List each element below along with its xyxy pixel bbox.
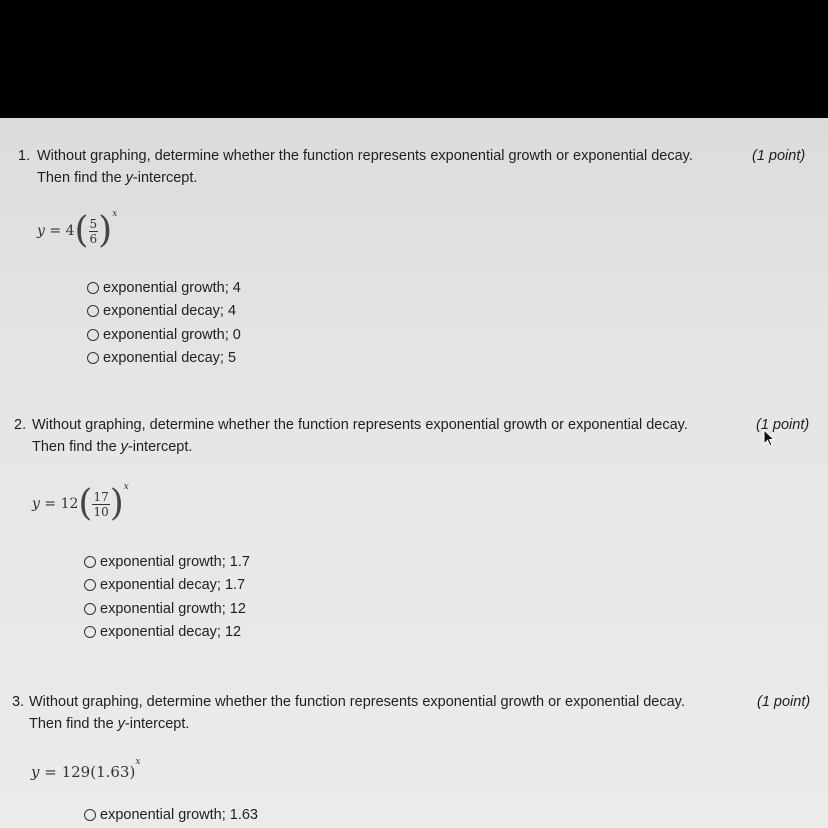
radio-button[interactable] [87, 352, 99, 364]
question-1-line2: Then find the y-intercept. [37, 170, 198, 186]
quiz-screen [0, 118, 828, 828]
question-2-option-1[interactable]: exponential growth; 1.7 [84, 550, 250, 574]
radio-button[interactable] [84, 603, 96, 615]
question-2-text: Without graphing, determine whether the function represents exponential growth or exponential decay. [32, 417, 688, 433]
radio-button[interactable] [87, 329, 99, 341]
radio-button[interactable] [84, 579, 96, 591]
question-2-line2: Then find the y-intercept. [32, 439, 193, 455]
question-1-text: Without graphing, determine whether the function represents exponential growth or exponential decay. [37, 148, 693, 164]
question-2-option-2[interactable]: exponential decay; 1.7 [84, 574, 250, 598]
radio-button[interactable] [87, 305, 99, 317]
question-3-line2: Then find the y-intercept. [29, 716, 190, 732]
mouse-pointer-icon [763, 429, 777, 449]
radio-button[interactable] [84, 809, 96, 821]
question-3-points: (1 point) [757, 694, 811, 710]
question-1-number: 1. [18, 148, 31, 164]
radio-button[interactable] [87, 282, 99, 294]
question-3-options [84, 803, 258, 827]
question-1-option-4[interactable]: exponential decay; 5 [87, 347, 241, 371]
question-1-options [87, 276, 241, 370]
question-1-option-1[interactable]: exponential growth; 4 [87, 276, 241, 300]
question-3-number: 3. [12, 694, 25, 710]
question-2-number: 2. [14, 417, 27, 433]
question-2-equation: y = 12( $\frac{17}{10}$ )$^x$ [32, 482, 129, 524]
question-1-equation: y = 4( $\frac{5}{6}$ )$^x$ [37, 209, 118, 251]
question-1-option-3[interactable]: exponential growth; 0 [87, 323, 241, 347]
question-2-option-3[interactable]: exponential growth; 12 [84, 597, 250, 621]
radio-button[interactable] [84, 626, 96, 638]
question-2-points: (1 point) [756, 417, 810, 433]
question-3-option-1[interactable]: exponential growth; 1.63 [84, 803, 258, 827]
radio-button[interactable] [84, 556, 96, 568]
question-2-options [84, 550, 250, 644]
question-3-text: Without graphing, determine whether the function represents exponential growth or exponential decay. [29, 694, 685, 710]
question-1-option-2[interactable]: exponential decay; 4 [87, 300, 241, 324]
question-1-points: (1 point) [752, 148, 806, 164]
question-3-equation: $y = 129(1.63)^x$ [31, 757, 141, 781]
question-2-option-4[interactable]: exponential decay; 12 [84, 621, 250, 645]
